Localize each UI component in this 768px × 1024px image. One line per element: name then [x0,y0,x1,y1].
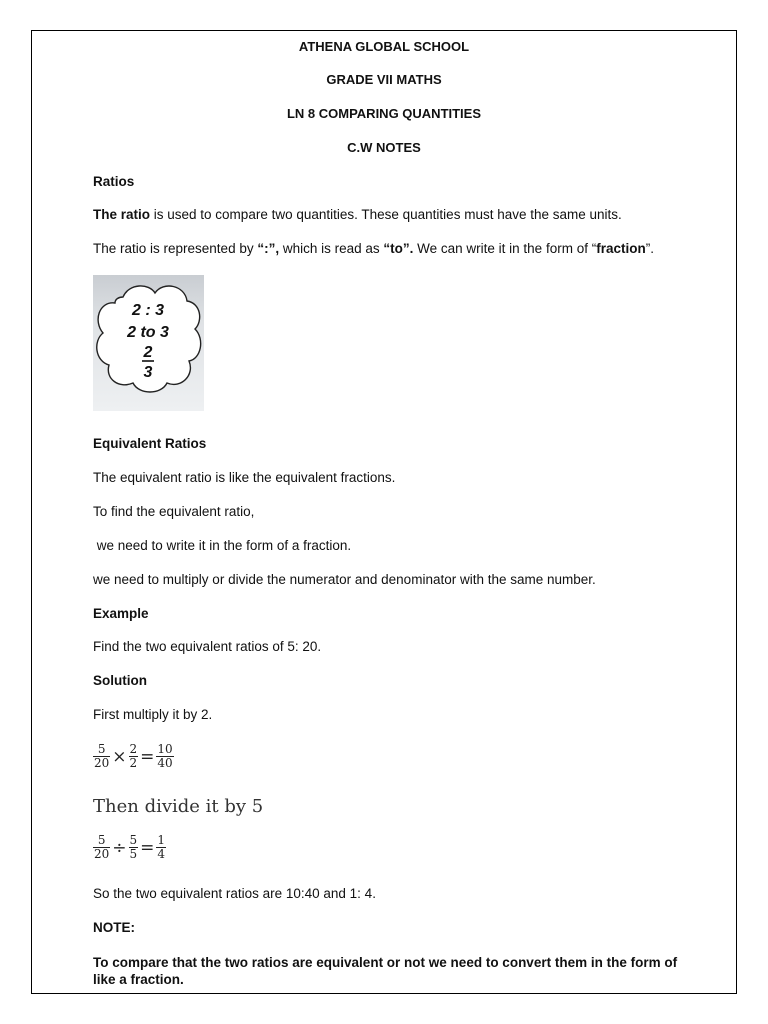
school-title: ATHENA GLOBAL SCHOOL [298,39,470,54]
equals-sign: = [140,837,155,858]
rep-to: “to”. [383,241,414,256]
rep-text-c: which is read as [279,241,384,256]
rep-colon: “:”, [257,241,280,256]
rep-text-e: We can write it in the form of “ [413,241,597,256]
ratios-heading: Ratios [93,174,135,189]
equivalent-p1: The equivalent ratio is like the equivalent fractions. [93,470,396,485]
solution-conclusion: So the two equivalent ratios are 10:40 and 1: 4. [93,886,376,901]
equation-divide [93,834,166,861]
ratio-term: The ratio [93,207,151,222]
rep-text-a: The ratio is represented by [93,241,258,256]
ratio-cloud-image [93,275,204,411]
equivalent-p4: we need to multiply or divide the numerator and denominator with the same number. [93,572,596,587]
equivalent-p3: we need to write it in the form of a fraction. [93,538,352,553]
notes-title: C.W NOTES [347,140,421,155]
equivalent-p2: To find the equivalent ratio, [93,504,255,519]
ratio-representation [93,241,654,256]
solution-step2: Then divide it by 5 [93,796,264,817]
fraction: $\frac{5}{20}$ [94,742,110,770]
cloud-icon [93,275,204,411]
fraction: $\frac{10}{40}$ [157,742,173,770]
note-text: To compare that the two ratios are equivalent or not we need to convert them in the form of like a fraction. [93,955,678,987]
fraction: $\frac{2}{2}$ [129,742,138,770]
equals-sign: = [140,746,155,767]
cloud-line-ratio: 2 : 3 [131,302,165,319]
example-question: Find the two equivalent ratios of 5: 20. [93,639,322,654]
ratio-definition-text: is used to compare two quantities. These quantities must have the same units. [150,207,622,222]
lesson-title: LN 8 COMPARING QUANTITIES [286,106,482,121]
cloud-line-to: 2 to 3 [127,324,169,341]
equivalent-heading: Equivalent Ratios [93,436,207,451]
cloud-numerator: 2 [143,344,153,361]
solution-heading: Solution [93,673,147,688]
divide-sign: ÷ [112,837,127,858]
equation-multiply [93,743,174,770]
solution-step1: First multiply it by 2. [93,707,213,722]
ratio-definition [93,207,622,222]
fraction: $\frac{5}{5}$ [129,833,138,861]
rep-text-g: ”. [645,241,654,256]
cloud-denominator: 3 [143,364,153,381]
fraction: $\frac{1}{4}$ [157,833,166,861]
example-heading: Example [93,606,149,621]
fraction: $\frac{5}{20}$ [94,833,110,861]
multiply-sign: × [112,746,127,767]
rep-fraction: fraction [596,241,646,256]
note-heading: NOTE: [93,920,135,935]
grade-title: GRADE VII MATHS [326,72,442,87]
